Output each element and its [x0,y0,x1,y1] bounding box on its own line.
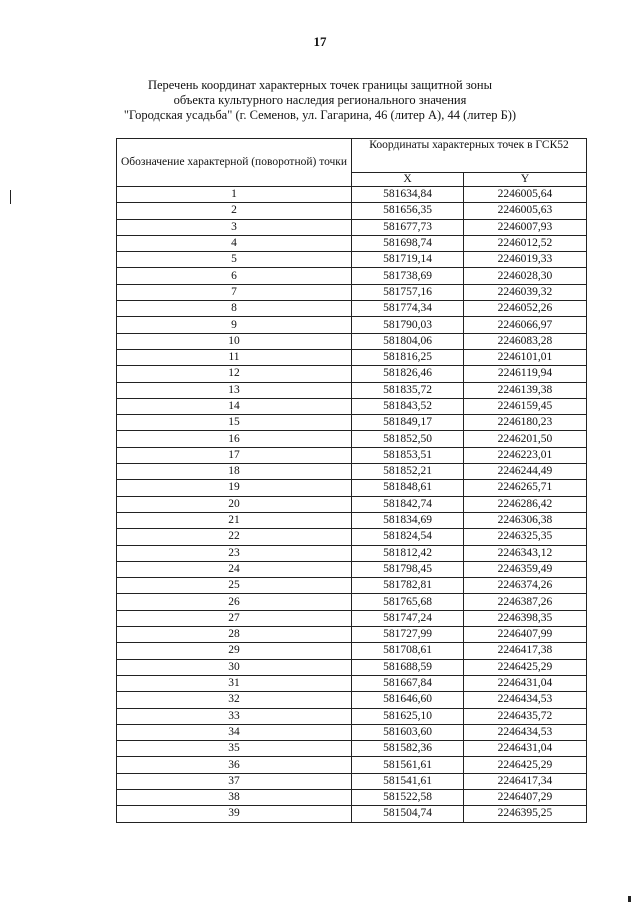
y-coordinate-cell: 2246434,53 [463,724,586,740]
x-coordinate-cell: 581582,36 [352,741,464,757]
point-number-cell: 6 [117,268,352,284]
table-row [117,594,587,610]
point-number-cell: 12 [117,366,352,382]
x-coordinate-cell: 581738,69 [352,268,464,284]
x-coordinate-cell: 581842,74 [352,496,464,512]
point-number-cell: 24 [117,561,352,577]
point-number-cell: 5 [117,252,352,268]
point-number-cell: 22 [117,529,352,545]
x-coordinate-cell: 581719,14 [352,252,464,268]
point-number-cell: 36 [117,757,352,773]
x-coordinate-cell: 581708,61 [352,643,464,659]
point-number-cell: 4 [117,235,352,251]
point-number-cell: 7 [117,284,352,300]
table-row [117,301,587,317]
table-row [117,708,587,724]
y-coordinate-cell: 2246139,38 [463,382,586,398]
point-number-cell: 18 [117,464,352,480]
y-coordinate-cell: 2246159,45 [463,398,586,414]
point-number-cell: 19 [117,480,352,496]
x-coordinate-cell: 581790,03 [352,317,464,333]
x-coordinate-cell: 581561,61 [352,757,464,773]
table-row [117,627,587,643]
y-coordinate-cell: 2246417,38 [463,643,586,659]
table-row [117,512,587,528]
point-number-cell: 27 [117,610,352,626]
x-coordinate-cell: 581852,21 [352,464,464,480]
table-row [117,529,587,545]
x-coordinate-cell: 581834,69 [352,512,464,528]
y-coordinate-cell: 2246431,04 [463,741,586,757]
table-row [117,757,587,773]
x-coordinate-cell: 581667,84 [352,675,464,691]
y-coordinate-cell: 2246039,32 [463,284,586,300]
y-coordinate-cell: 2246395,25 [463,806,586,822]
y-coordinate-cell: 2246028,30 [463,268,586,284]
y-coordinate-cell: 2246012,52 [463,235,586,251]
y-coordinate-cell: 2246434,53 [463,692,586,708]
x-coordinate-cell: 581774,34 [352,301,464,317]
x-coordinate-cell: 581522,58 [352,789,464,805]
table-row [117,235,587,251]
coordinates-table [116,138,587,823]
title-line-2: объекта культурного наследия регионального значения [173,93,467,107]
y-coordinate-cell: 2246005,64 [463,187,586,203]
table-row [117,398,587,414]
point-number-cell: 2 [117,203,352,219]
point-number-cell: 13 [117,382,352,398]
x-coordinate-cell: 581816,25 [352,349,464,365]
y-coordinate-cell: 2246343,12 [463,545,586,561]
table-row [117,333,587,349]
point-number-cell: 28 [117,627,352,643]
x-coordinate-cell: 581826,46 [352,366,464,382]
table-row [117,675,587,691]
y-coordinate-cell: 2246374,26 [463,578,586,594]
table-row [117,431,587,447]
point-number-cell: 16 [117,431,352,447]
x-coordinate-cell: 581646,60 [352,692,464,708]
x-coordinate-cell: 581812,42 [352,545,464,561]
x-coordinate-cell: 581853,51 [352,447,464,463]
point-number-cell: 1 [117,187,352,203]
y-coordinate-cell: 2246425,29 [463,659,586,675]
y-coordinate-cell: 2246005,63 [463,203,586,219]
x-coordinate-cell: 581798,45 [352,561,464,577]
y-coordinate-cell: 2246201,50 [463,431,586,447]
scan-mark-left [10,190,11,204]
point-number-cell: 35 [117,741,352,757]
table-row [117,545,587,561]
point-number-cell: 30 [117,659,352,675]
x-coordinate-cell: 581804,06 [352,333,464,349]
page-number: 17 [313,34,327,49]
table-row [117,187,587,203]
table-row [117,268,587,284]
x-coordinate-cell: 581656,35 [352,203,464,219]
y-coordinate-cell: 2246052,26 [463,301,586,317]
point-number-cell: 32 [117,692,352,708]
title-line-3: "Городская усадьба" (г. Семенов, ул. Гагарина, 46 (литер А), 44 (литер Б)) [123,108,517,122]
point-number-cell: 9 [117,317,352,333]
x-coordinate-cell: 581625,10 [352,708,464,724]
table-row [117,659,587,675]
x-coordinate-cell: 581848,61 [352,480,464,496]
table-row [117,382,587,398]
x-coordinate-cell: 581541,61 [352,773,464,789]
x-coordinate-cell: 581504,74 [352,806,464,822]
y-coordinate-cell: 2246387,26 [463,594,586,610]
point-number-cell: 39 [117,806,352,822]
y-coordinate-cell: 2246180,23 [463,415,586,431]
point-number-cell: 14 [117,398,352,414]
table-row [117,203,587,219]
y-coordinate-cell: 2246223,01 [463,447,586,463]
y-coordinate-cell: 2246325,35 [463,529,586,545]
table-row [117,284,587,300]
table-row [117,349,587,365]
y-coordinate-cell: 2246417,34 [463,773,586,789]
header-x: X [352,173,464,187]
y-coordinate-cell: 2246425,29 [463,757,586,773]
table-row [117,692,587,708]
point-number-cell: 11 [117,349,352,365]
point-number-cell: 38 [117,789,352,805]
x-coordinate-cell: 581698,74 [352,235,464,251]
x-coordinate-cell: 581677,73 [352,219,464,235]
y-coordinate-cell: 2246265,71 [463,480,586,496]
point-number-cell: 3 [117,219,352,235]
y-coordinate-cell: 2246083,28 [463,333,586,349]
y-coordinate-cell: 2246398,35 [463,610,586,626]
x-coordinate-cell: 581849,17 [352,415,464,431]
y-coordinate-cell: 2246019,33 [463,252,586,268]
point-number-cell: 10 [117,333,352,349]
x-coordinate-cell: 581843,52 [352,398,464,414]
y-coordinate-cell: 2246066,97 [463,317,586,333]
y-coordinate-cell: 2246359,49 [463,561,586,577]
table-row [117,480,587,496]
table-row [117,789,587,805]
y-coordinate-cell: 2246306,38 [463,512,586,528]
x-coordinate-cell: 581835,72 [352,382,464,398]
x-coordinate-cell: 581782,81 [352,578,464,594]
x-coordinate-cell: 581603,60 [352,724,464,740]
header-y: Y [463,173,586,187]
table-row [117,643,587,659]
table-row [117,496,587,512]
table-row [117,741,587,757]
header-coordinates-group: Координаты характерных точек в ГСК52 [352,139,587,173]
table-row [117,806,587,822]
y-coordinate-cell: 2246007,93 [463,219,586,235]
y-coordinate-cell: 2246407,99 [463,627,586,643]
table-row [117,219,587,235]
table-row [117,464,587,480]
document-title [60,78,580,123]
y-coordinate-cell: 2246431,04 [463,675,586,691]
x-coordinate-cell: 581634,84 [352,187,464,203]
point-number-cell: 15 [117,415,352,431]
y-coordinate-cell: 2246407,29 [463,789,586,805]
x-coordinate-cell: 581765,68 [352,594,464,610]
table-body [117,187,587,823]
table-row [117,773,587,789]
table-row [117,415,587,431]
table-row [117,610,587,626]
x-coordinate-cell: 581852,50 [352,431,464,447]
y-coordinate-cell: 2246101,01 [463,349,586,365]
point-number-cell: 34 [117,724,352,740]
point-number-cell: 20 [117,496,352,512]
header-point-designation: Обозначение характерной (поворотной) точки [117,139,352,187]
x-coordinate-cell: 581747,24 [352,610,464,626]
table-row [117,252,587,268]
table-row [117,578,587,594]
point-number-cell: 21 [117,512,352,528]
scan-mark-corner [628,896,631,902]
point-number-cell: 33 [117,708,352,724]
y-coordinate-cell: 2246244,49 [463,464,586,480]
point-number-cell: 17 [117,447,352,463]
table-row [117,447,587,463]
table-row [117,317,587,333]
table-row [117,561,587,577]
point-number-cell: 31 [117,675,352,691]
title-line-1: Перечень координат характерных точек границы защитной зоны [147,78,493,92]
point-number-cell: 37 [117,773,352,789]
x-coordinate-cell: 581688,59 [352,659,464,675]
point-number-cell: 23 [117,545,352,561]
y-coordinate-cell: 2246435,72 [463,708,586,724]
point-number-cell: 29 [117,643,352,659]
y-coordinate-cell: 2246286,42 [463,496,586,512]
point-number-cell: 8 [117,301,352,317]
point-number-cell: 26 [117,594,352,610]
table-row [117,724,587,740]
x-coordinate-cell: 581757,16 [352,284,464,300]
table-row [117,366,587,382]
point-number-cell: 25 [117,578,352,594]
x-coordinate-cell: 581824,54 [352,529,464,545]
x-coordinate-cell: 581727,99 [352,627,464,643]
y-coordinate-cell: 2246119,94 [463,366,586,382]
